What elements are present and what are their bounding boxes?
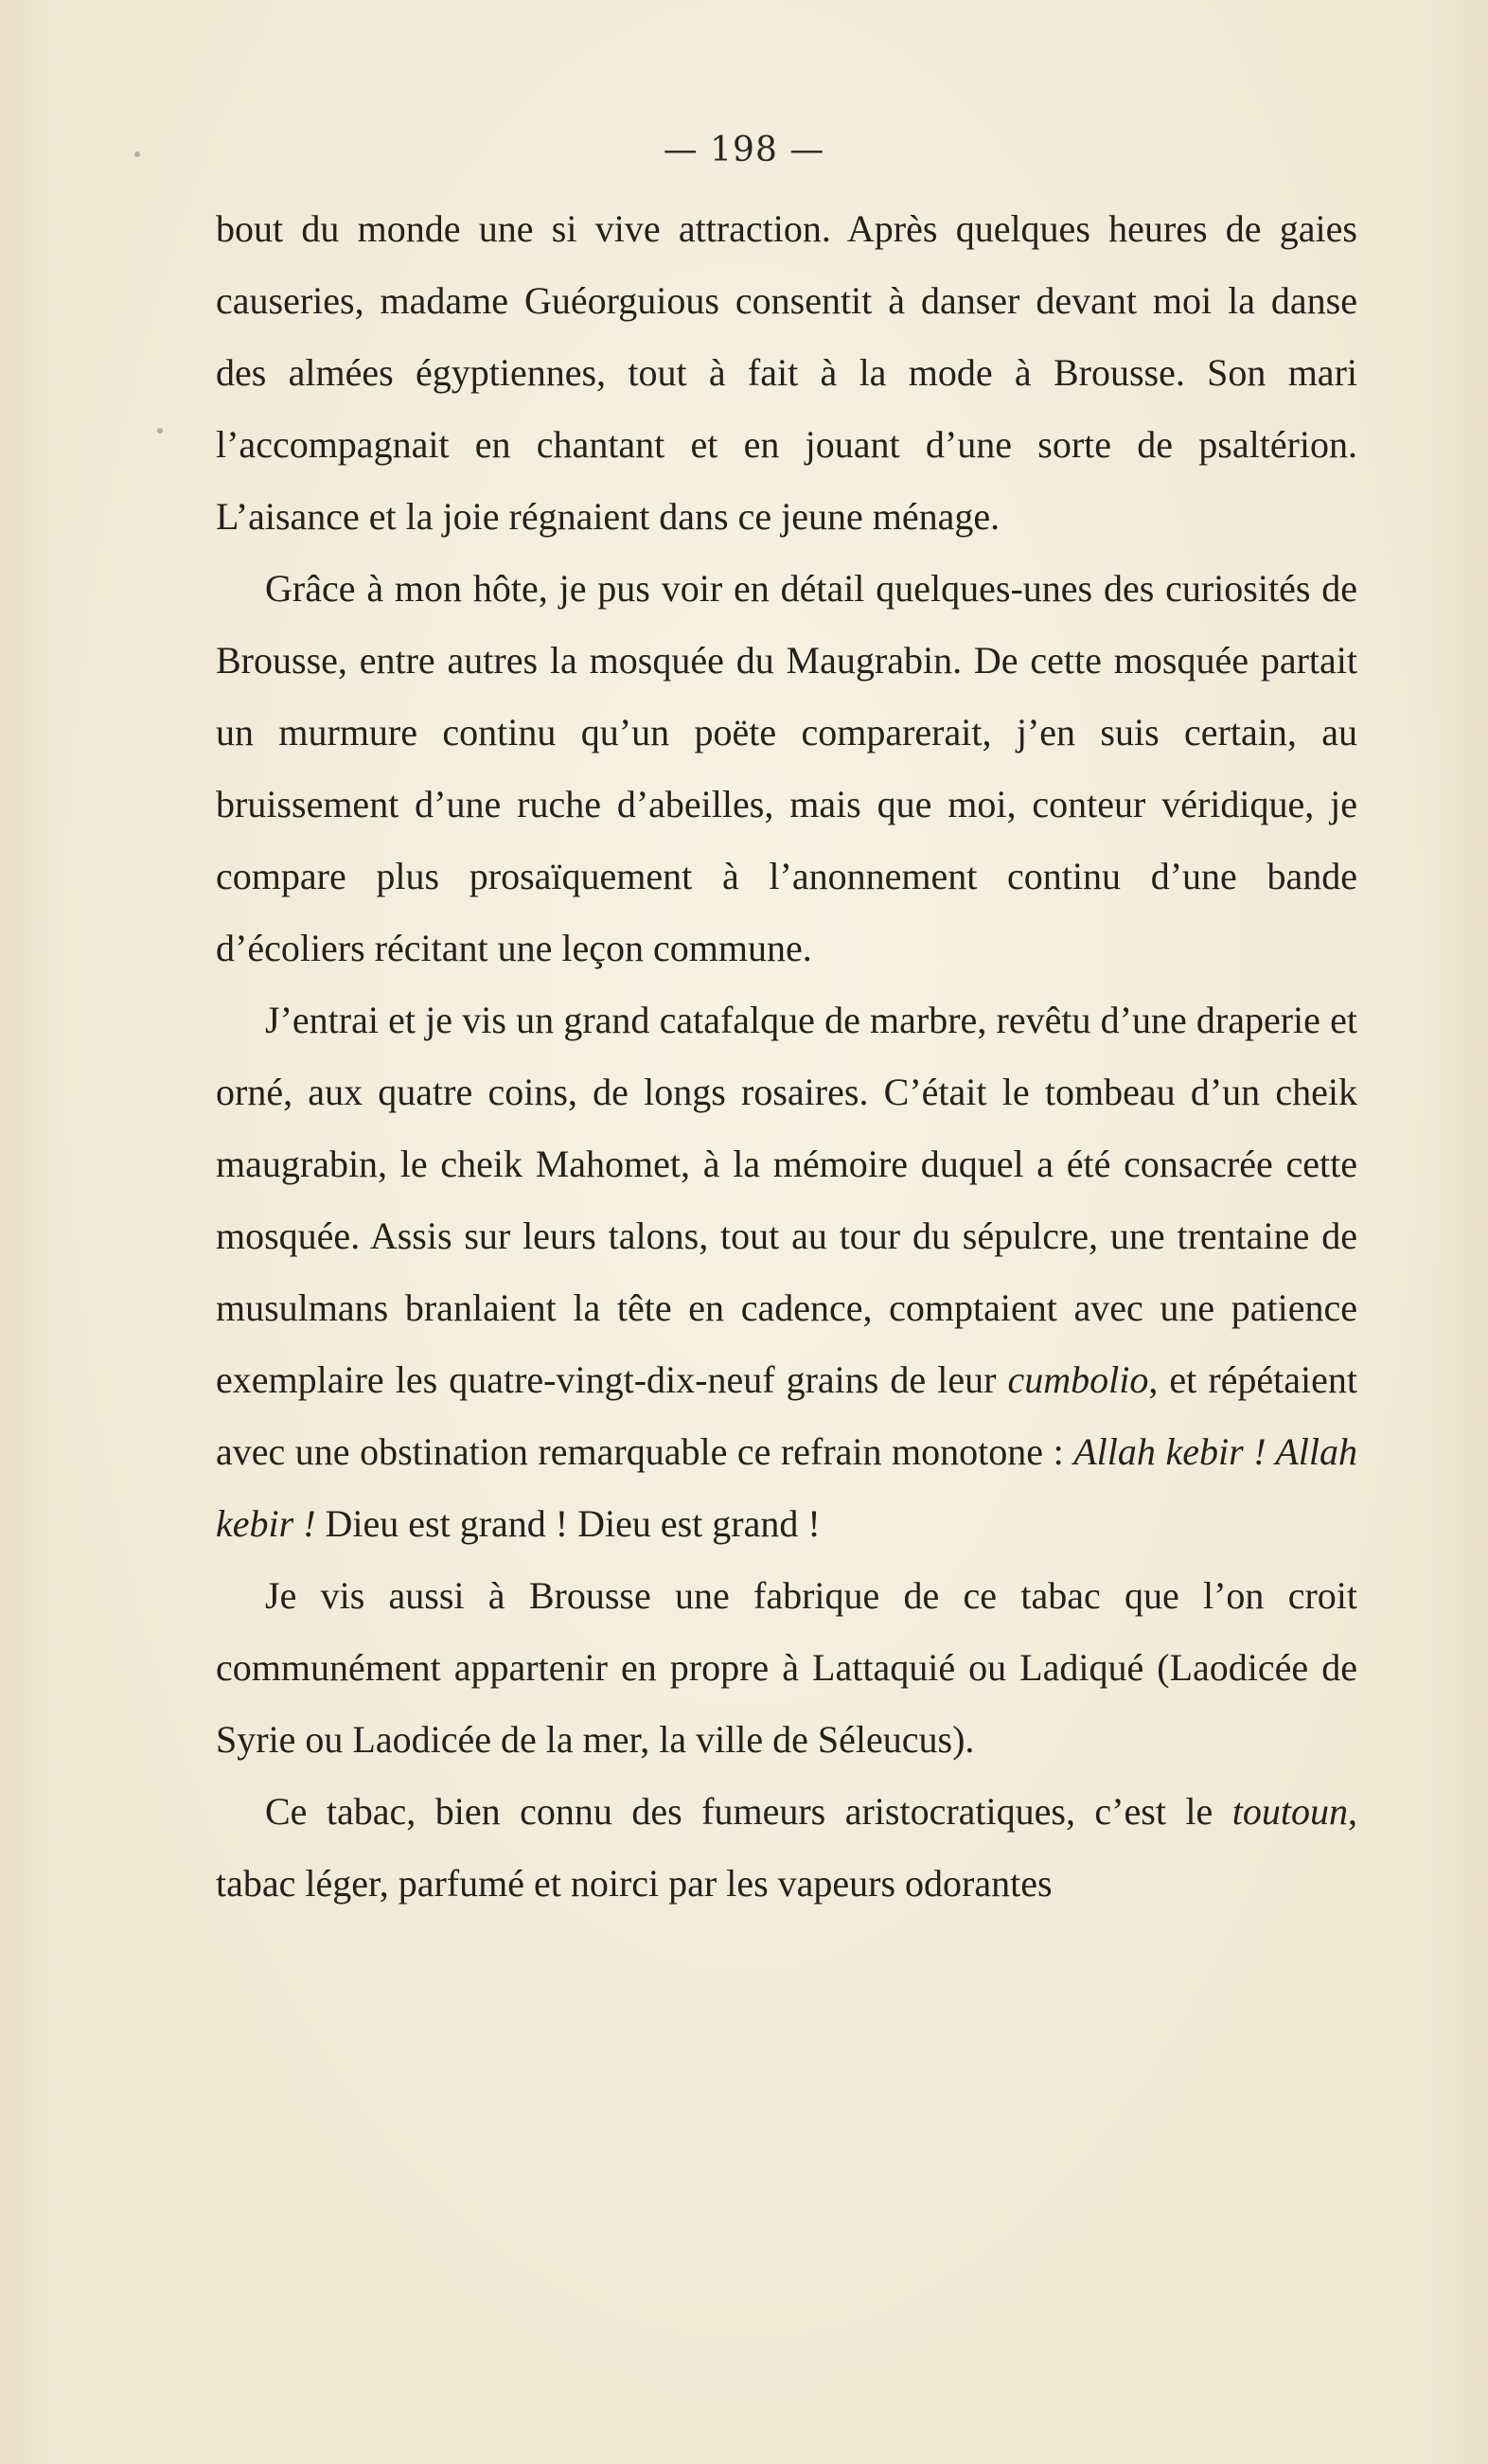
paragraph-5-run-3: , tabac léger, parfumé et noirci par les vapeurs odorantes: [216, 1790, 1357, 1905]
paragraph-4-run-1: Je vis aussi à Brousse une fabrique de ce tabac que l’on croit communément appartenir en propre à Lattaquié ou Ladiqué (Laodicée de Syrie ou Laodicée de la mer, la ville de Séleucus).: [216, 1574, 1357, 1761]
paragraph-1-run-1: bout du monde une si vive attraction. Après quelques heures de gaies causeries, madame Guéorguious consentit à danser devant moi la danse des almées égyptiennes, tout à fait à la mode à Brousse. Son mari l’accompagnait en chantant et en jouant d’une sorte de psaltérion. L’aisance et la joie régnaient dans ce jeune ménage.: [216, 207, 1357, 538]
paragraph-5: [216, 1776, 1357, 1920]
paragraph-3: [216, 984, 1357, 1560]
paragraph-3-run-5: Dieu est grand ! Dieu est grand !: [315, 1502, 821, 1545]
paragraph-1: [216, 193, 1357, 553]
paragraph-2: [216, 553, 1357, 984]
paragraph-4: [216, 1560, 1357, 1776]
paragraph-5-run-1: Ce tabac, bien connu des fumeurs aristocratiques, c’est le: [265, 1790, 1232, 1833]
paragraph-2-run-1: Grâce à mon hôte, je pus voir en détail quelques-unes des curiosités de Brousse, entre autres la mosquée du Maugrabin. De cette mosquée partait un murmure continu qu’un poëte comparerait, j’en suis certain, au bruissement d’une ruche d’abeilles, mais que moi, conteur véridique, je compare plus prosaïquement à l’anonnement continu d’une bande d’écoliers récitant une leçon commune.: [216, 567, 1357, 969]
paragraph-3-run-4-italic: Allah kebir ! Allah kebir !: [216, 1430, 1358, 1545]
paragraph-3-run-1: J’entrai et je vis un grand catafalque de marbre, revêtu d’une draperie et orné, aux quatre coins, de longs rosaires. C’était le tombeau d’un cheik maugrabin, le cheik Mahomet, à la mémoire duquel a été consacrée cette mosquée. Assis sur leurs talons, tout au tour du sépulcre, une trentaine de musulmans branlaient la tête en cadence, comptaient avec une patience exemplaire les quatre-vingt-dix-neuf grains de leur: [216, 999, 1357, 1401]
paper-speck: [157, 428, 163, 434]
paragraph-3-run-3: , et répétaient avec une obstination remarquable ce refrain monotone :: [216, 1358, 1357, 1473]
paper-speck: [134, 151, 140, 157]
body-text: [216, 193, 1357, 1920]
paragraph-5-run-2-italic: toutoun: [1231, 1790, 1348, 1833]
page-number: — 198 —: [663, 131, 825, 169]
paragraph-3-run-2-italic: cumbolio: [1007, 1358, 1149, 1401]
